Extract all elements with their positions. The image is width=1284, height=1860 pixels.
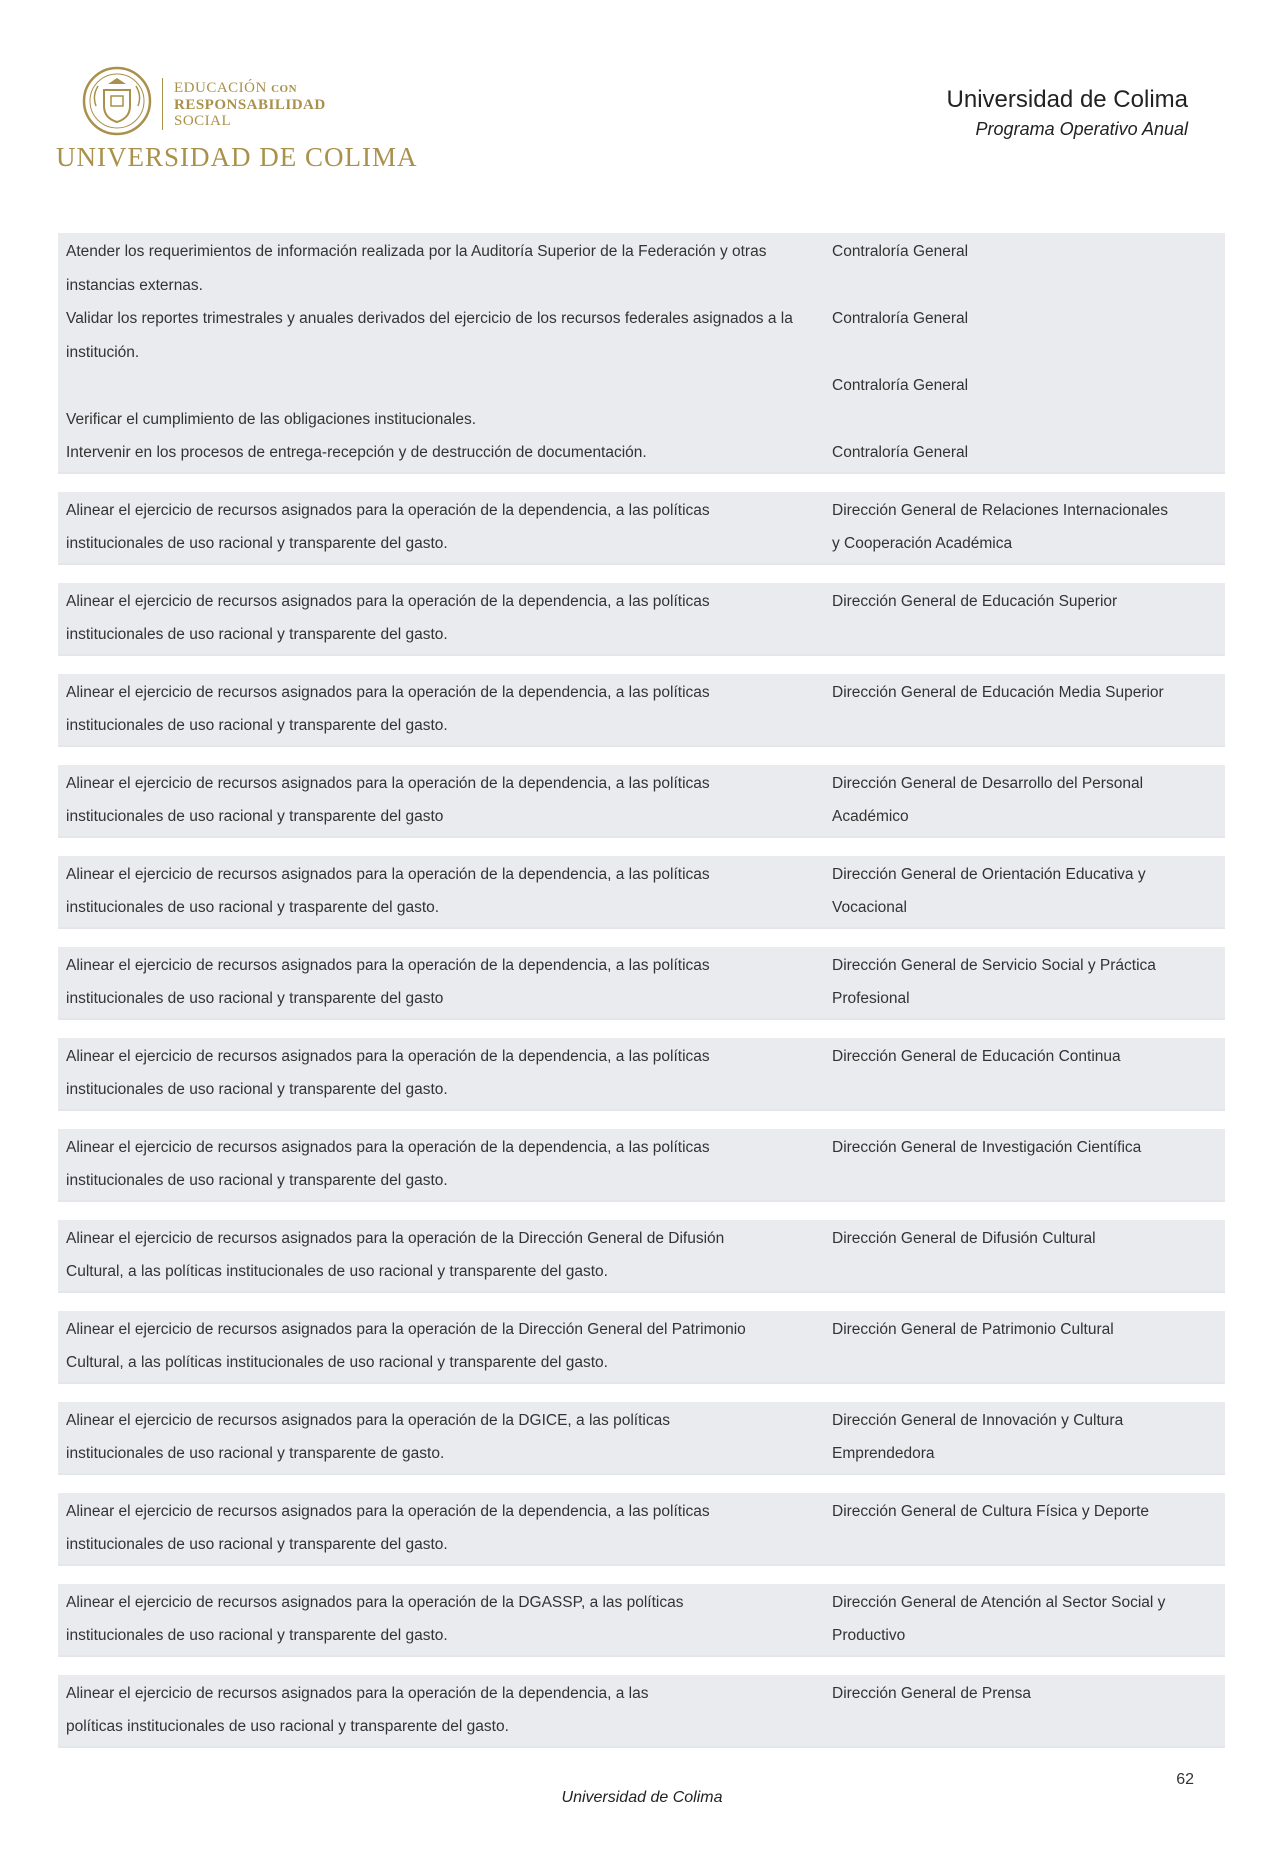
table-row: [58, 585, 1225, 652]
responsible-cell: [830, 767, 1225, 834]
action-cell: Intervenir en los procesos de entrega-recepción y de destrucción de documentación.: [66, 444, 647, 461]
table-block: [58, 856, 1225, 929]
tagline-line1: EDUCACIÓN: [174, 80, 267, 96]
responsible-cell: [830, 585, 1225, 652]
table-row: [58, 1131, 1225, 1198]
action-line: políticas institucionales de uso racional y transparente del gasto.: [66, 1718, 509, 1735]
action-line: Alinear el ejercicio de recursos asignados para la operación de la DGASSP, a las políticas: [66, 1593, 684, 1611]
table-block: [58, 1493, 1225, 1566]
action-line: Cultural, a las políticas institucionales de uso racional y transparente del gasto.: [66, 1354, 608, 1371]
page-footer: Universidad de Colima: [561, 1789, 723, 1806]
responsible-line: Dirección General de Difusión Cultural: [832, 1229, 1096, 1247]
action-line: institucionales de uso racional y transparente del gasto.: [66, 626, 448, 643]
table-row: [58, 1313, 1225, 1380]
table-block: [58, 1584, 1225, 1657]
responsible-line: Dirección General de Relaciones Internacionales: [832, 501, 1169, 519]
table-block: [58, 1675, 1225, 1748]
action-line: Alinear el ejercicio de recursos asignados para la operación de la DGICE, a las políticas: [66, 1411, 670, 1429]
responsible-line: Dirección General de Servicio Social y Práctica: [832, 956, 1156, 974]
table-block: [58, 947, 1225, 1020]
table-block: [58, 583, 1225, 656]
action-cell: [58, 858, 830, 925]
table-row: [58, 1222, 1225, 1289]
responsible-line: Dirección General de Cultura Física y Deporte: [832, 1502, 1150, 1520]
responsible-cell: [830, 1495, 1225, 1562]
action-cell: Atender los requerimientos de información realizada por la Auditoría Superior de la Federación y otras instancias externas.: [66, 243, 767, 294]
action-line: Alinear el ejercicio de recursos asignados para la operación de la dependencia, a las políticas: [66, 592, 710, 610]
table-row: [58, 494, 1225, 561]
action-cell: [58, 1040, 830, 1107]
responsible-cell: [830, 1313, 1225, 1380]
logo-divider: [162, 78, 163, 130]
header-subtitle: Programa Operativo Anual: [975, 119, 1188, 139]
action-line: institucionales de uso racional y transparente del gasto.: [66, 535, 448, 552]
table-row: [58, 436, 1225, 470]
action-cell: [58, 1313, 830, 1380]
responsible-line: Vocacional: [832, 899, 907, 916]
table-block: [58, 765, 1225, 838]
action-cell: [58, 585, 830, 652]
tagline-con: CON: [271, 83, 298, 95]
table-block: [58, 1402, 1225, 1475]
action-cell: [58, 1677, 830, 1744]
responsible-line: Dirección General de Educación Continua: [832, 1047, 1121, 1065]
action-line: Alinear el ejercicio de recursos asignados para la operación de la dependencia, a las políticas: [66, 683, 710, 701]
responsible-line: Dirección General de Atención al Sector Social y: [832, 1593, 1166, 1611]
responsible-cell: [830, 1586, 1225, 1653]
action-line: institucionales de uso racional y transparente del gasto: [66, 990, 444, 1007]
table-block: [58, 233, 1225, 474]
university-logo: [56, 66, 418, 174]
action-cell: Validar los reportes trimestrales y anuales derivados del ejercicio de los recursos federales asignados a la institución.: [66, 310, 793, 361]
responsible-cell: Contraloría General: [832, 377, 969, 394]
action-line: Alinear el ejercicio de recursos asignados para la operación de la dependencia, a las políticas: [66, 1502, 710, 1520]
table-block: [58, 1129, 1225, 1202]
action-line: institucionales de uso racional y transparente del gasto.: [66, 1172, 448, 1189]
table-row: [58, 235, 1225, 302]
responsible-cell: [830, 858, 1225, 925]
responsible-cell: [830, 949, 1225, 1016]
action-line: Cultural, a las políticas institucionales de uso racional y transparente del gasto.: [66, 1263, 608, 1280]
responsible-line: Dirección General de Educación Media Superior: [832, 683, 1164, 701]
action-line: institucionales de uso racional y transparente de gasto.: [66, 1445, 445, 1462]
table-block: [58, 492, 1225, 565]
page-header: [947, 84, 1188, 142]
action-line: Alinear el ejercicio de recursos asignados para la operación de la dependencia, a las: [66, 1684, 649, 1702]
responsible-line: Académico: [832, 808, 909, 825]
action-cell: Verificar el cumplimiento de las obligaciones institucionales.: [66, 410, 477, 428]
responsible-line: Dirección General de Orientación Educativa y: [832, 865, 1146, 883]
responsible-cell: [830, 676, 1225, 743]
action-line: institucionales de uso racional y transparente del gasto.: [66, 1627, 448, 1644]
action-line: institucionales de uso racional y transparente del gasto.: [66, 1536, 448, 1553]
crest-icon: [82, 66, 152, 136]
tagline-line2: RESPONSABILIDAD: [174, 97, 326, 113]
action-cell: [58, 767, 830, 834]
action-cell: [58, 494, 830, 561]
action-line: Alinear el ejercicio de recursos asignados para la operación de la dependencia, a las políticas: [66, 1138, 710, 1156]
table-block: [58, 1311, 1225, 1384]
action-line: institucionales de uso racional y transparente del gasto.: [66, 1081, 448, 1098]
action-cell: [58, 949, 830, 1016]
action-line: Alinear el ejercicio de recursos asignados para la operación de la Dirección General del Patrimonio: [66, 1320, 746, 1338]
table-row: [58, 1040, 1225, 1107]
responsible-cell: Contraloría General: [832, 243, 969, 260]
logo-tagline: [174, 80, 326, 129]
action-line: Alinear el ejercicio de recursos asignados para la operación de la dependencia, a las políticas: [66, 501, 710, 519]
action-line: Alinear el ejercicio de recursos asignados para la operación de la Dirección General de Difusión: [66, 1229, 725, 1247]
responsible-line: Dirección General de Prensa: [832, 1684, 1032, 1702]
responsible-cell: [830, 1131, 1225, 1198]
responsible-line: Dirección General de Desarrollo del Personal: [832, 774, 1144, 792]
table-row: [58, 1586, 1225, 1653]
responsible-cell: [830, 1222, 1225, 1289]
action-line: Alinear el ejercicio de recursos asignados para la operación de la dependencia, a las políticas: [66, 774, 710, 792]
table-row: [58, 949, 1225, 1016]
action-line: Alinear el ejercicio de recursos asignados para la operación de la dependencia, a las políticas: [66, 865, 710, 883]
table-block: [58, 1038, 1225, 1111]
responsible-cell: [830, 1404, 1225, 1471]
responsible-line: Emprendedora: [832, 1445, 935, 1462]
page-number: 62: [1176, 1771, 1194, 1788]
action-cell: [58, 1404, 830, 1471]
responsible-line: Productivo: [832, 1627, 906, 1644]
action-cell: [58, 1131, 830, 1198]
responsible-cell: [830, 1677, 1225, 1744]
table-row: [58, 1677, 1225, 1744]
responsible-line: Dirección General de Educación Superior: [832, 592, 1118, 610]
table-row: [58, 676, 1225, 743]
responsible-cell: [830, 1040, 1225, 1107]
header-title: Universidad de Colima: [946, 86, 1188, 113]
action-line: Alinear el ejercicio de recursos asignados para la operación de la dependencia, a las políticas: [66, 1047, 710, 1065]
table-row: [58, 767, 1225, 834]
action-cell: [58, 1586, 830, 1653]
action-line: Alinear el ejercicio de recursos asignados para la operación de la dependencia, a las políticas: [66, 956, 710, 974]
responsible-cell: Contraloría General: [832, 444, 969, 461]
action-line: institucionales de uso racional y transparente del gasto.: [66, 717, 448, 734]
table-block: [58, 1220, 1225, 1293]
table-row: [58, 369, 1225, 436]
action-cell: [58, 1222, 830, 1289]
action-line: institucionales de uso racional y trasparente del gasto.: [66, 899, 440, 916]
tagline-line3: SOCIAL: [174, 113, 232, 129]
responsible-cell: Contraloría General: [832, 310, 969, 327]
responsible-line: y Cooperación Académica: [832, 535, 1013, 552]
table-row: [58, 1404, 1225, 1471]
responsible-line: Profesional: [832, 990, 910, 1007]
action-line: institucionales de uso racional y transparente del gasto: [66, 808, 444, 825]
responsible-cell: [830, 494, 1225, 561]
table-block: [58, 674, 1225, 747]
table-row: [58, 858, 1225, 925]
activities-table: [58, 233, 1225, 1766]
responsible-line: Dirección General de Innovación y Cultura: [832, 1411, 1124, 1429]
responsible-line: Dirección General de Investigación Científica: [832, 1138, 1142, 1156]
logo-university-name: UNIVERSIDAD DE COLIMA: [56, 142, 418, 172]
action-cell: [58, 1495, 830, 1562]
table-row: [58, 1495, 1225, 1562]
responsible-line: Dirección General de Patrimonio Cultural: [832, 1320, 1114, 1338]
action-cell: [58, 676, 830, 743]
table-row: [58, 302, 1225, 369]
